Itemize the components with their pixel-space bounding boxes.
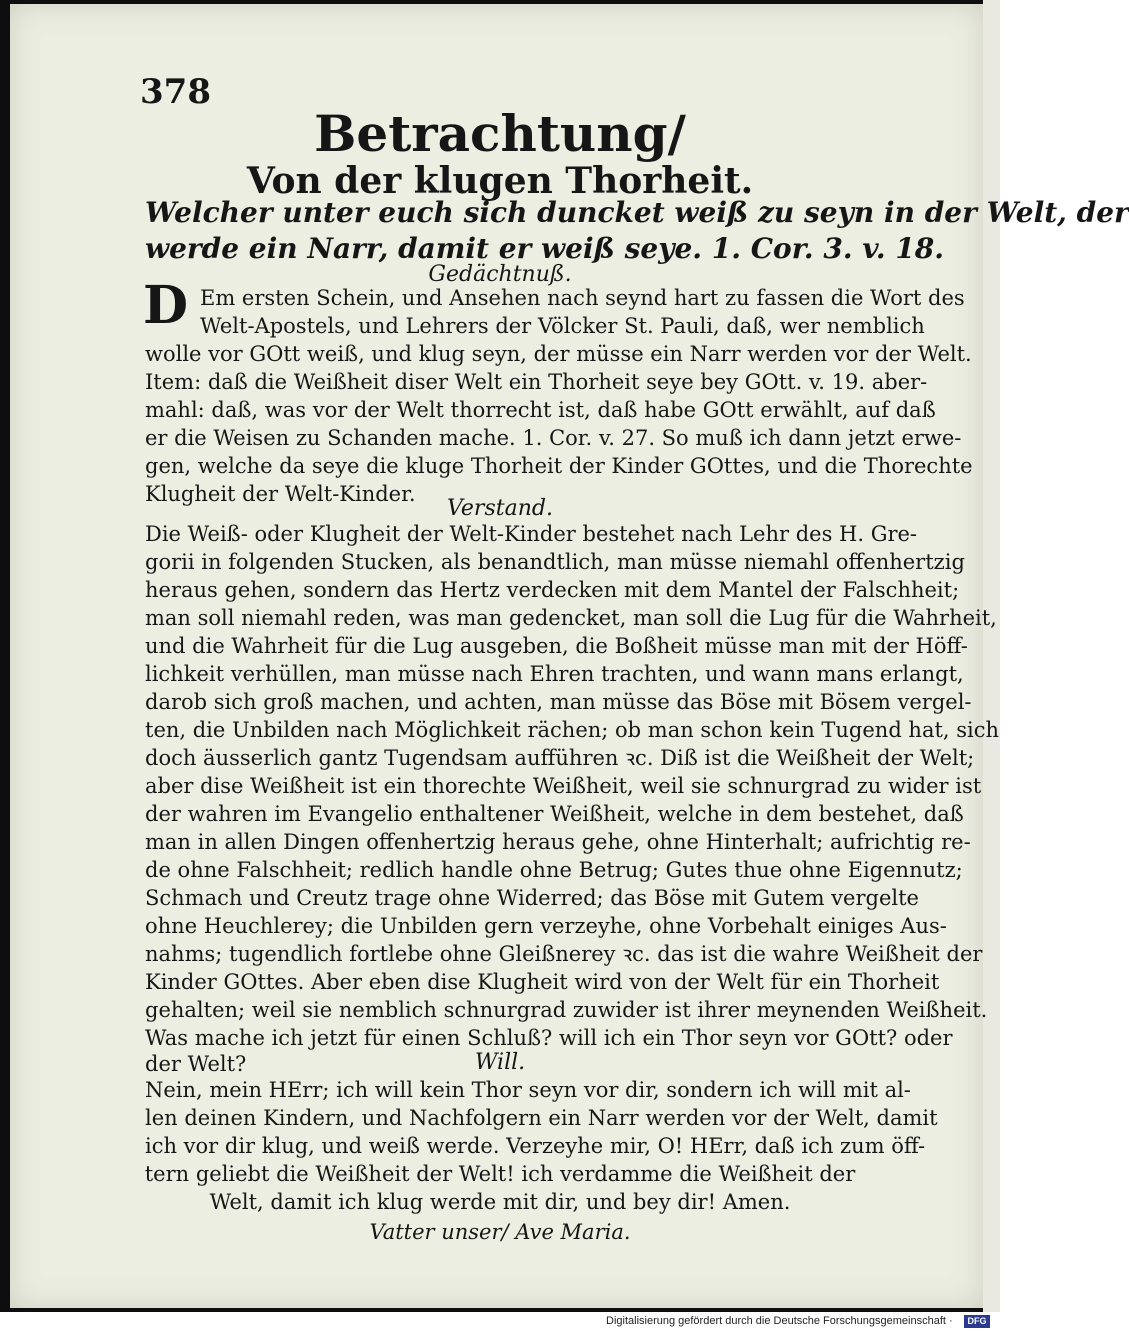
- memory-line: er die Weisen zu Schanden mache. 1. Cor. v. 27. So muß ich dann jetzt erwe-: [145, 426, 962, 450]
- understanding-line: aber dise Weißheit ist ein thorechte Weißheit, weil sie schnurgrad zu wider ist: [145, 774, 982, 798]
- understanding-line: heraus gehen, sondern das Hertz verdecken mit dem Mantel der Falschheit;: [145, 578, 960, 602]
- understanding-heading: Verstand.: [447, 496, 553, 521]
- understanding-line: man in allen Dingen offenhertzig heraus gehe, ohne Hinterhalt; aufrichtig re-: [145, 830, 971, 854]
- drop-cap: D: [143, 275, 189, 336]
- understanding-line: Was mache ich jetzt für einen Schluß? will ich ein Thor seyn vor GOtt? oder: [145, 1026, 953, 1050]
- understanding-line: darob sich groß machen, und achten, man müsse das Böse mit Bösem vergel-: [145, 690, 972, 714]
- page-subtitle: Von der klugen Thorheit.: [246, 160, 754, 202]
- memory-heading: Gedächtnuß.: [428, 262, 572, 287]
- understanding-line: ten, die Unbilden nach Möglichkeit rächen; ob man schon kein Tugend hat, sich: [145, 718, 1000, 742]
- understanding-line: nahms; tugendlich fortlebe ohne Gleißnerey ꝛc. das ist die wahre Weißheit der: [145, 942, 983, 966]
- understanding-line: und die Wahrheit für die Lug ausgeben, die Boßheit müsse man mit der Höff-: [145, 634, 968, 658]
- dfg-logo: DFG: [964, 1315, 990, 1328]
- memory-line: mahl: daß, was vor der Welt thorrecht ist, daß habe GOtt erwählt, auf daß: [145, 398, 936, 422]
- will-line: ich vor dir klug, und weiß werde. Verzeyhe mir, O! HErr, daß ich zum öff-: [145, 1134, 926, 1158]
- will-line-centered: Welt, damit ich klug werde mit dir, und bey dir! Amen.: [209, 1190, 791, 1214]
- understanding-line: gehalten; weil sie nemblich schnurgrad zuwider ist ihrer meynenden Weißheit.: [145, 998, 988, 1022]
- understanding-line: ohne Heuchlerey; die Unbilden gern verzeyhe, ohne Vorbehalt einiges Aus-: [145, 914, 947, 938]
- digitization-footer: [600, 1312, 1000, 1331]
- memory-line: Welt-Apostels, und Lehrers der Völcker St. Pauli, daß, wer nemblich: [200, 314, 925, 338]
- will-heading: Will.: [474, 1050, 526, 1075]
- understanding-line: Die Weiß- oder Klugheit der Welt-Kinder bestehet nach Lehr des H. Gre-: [145, 522, 918, 546]
- understanding-line: der Welt?: [145, 1052, 247, 1076]
- memory-line: Klugheit der Welt-Kinder.: [145, 482, 416, 506]
- will-line-centered: tern geliebt die Weißheit der Welt! ich verdamme die Weißheit der: [144, 1162, 856, 1186]
- memory-line: gen, welche da seye die kluge Thorheit der Kinder GOttes, und die Thorechte: [145, 454, 973, 478]
- closing-prayer: Vatter unser/ Ave Maria.: [369, 1220, 631, 1244]
- footer-text: Digitalisierung gefördert durch die Deutsche Forschungsgemeinschaft ·: [606, 1315, 953, 1327]
- understanding-line: der wahren im Evangelio enthaltener Weißheit, welche in dem bestehet, daß: [145, 802, 964, 826]
- motto-line-2: werde ein Narr, damit er weiß seye. 1. Cor. 3. v. 18.: [145, 232, 945, 265]
- understanding-line: lichkeit verhüllen, man müsse nach Ehren trachten, und wann mans erlangt,: [145, 662, 964, 686]
- memory-line: Item: daß die Weißheit diser Welt ein Thorheit seye bey GOtt. v. 19. aber-: [145, 370, 928, 394]
- page-title: Betrachtung/: [314, 104, 686, 163]
- will-line: Nein, mein HErr; ich will kein Thor seyn vor dir, sondern ich will mit al-: [145, 1078, 911, 1102]
- understanding-line: gorii in folgenden Stucken, als benandtlich, man müsse niemahl offenhertzig: [145, 550, 965, 574]
- understanding-line: de ohne Falschheit; redlich handle ohne Betrug; Gutes thue ohne Eigennutz;: [145, 858, 963, 882]
- memory-line: wolle vor GOtt weiß, und klug seyn, der müsse ein Narr werden vor der Welt.: [145, 342, 972, 366]
- page-number: 378: [140, 72, 211, 112]
- memory-line: Em ersten Schein, und Ansehen nach seynd hart zu fassen die Wort des: [200, 286, 965, 310]
- understanding-line: Kinder GOttes. Aber eben dise Klugheit wird von der Welt für ein Thorheit: [145, 970, 940, 994]
- understanding-line: Schmach und Creutz trage ohne Widerred; das Böse mit Gutem vergelte: [145, 886, 919, 910]
- motto-line-1: Welcher unter euch sich duncket weiß zu seyn in der Welt, der: [145, 196, 1129, 229]
- understanding-line: man soll niemahl reden, was man gedencket, man soll die Lug für die Wahrheit,: [145, 606, 997, 630]
- will-line: len deinen Kindern, und Nachfolgern ein Narr werden vor der Welt, damit: [145, 1106, 938, 1130]
- understanding-line: doch äusserlich gantz Tugendsam aufführen ꝛc. Diß ist die Weißheit der Welt;: [145, 746, 975, 770]
